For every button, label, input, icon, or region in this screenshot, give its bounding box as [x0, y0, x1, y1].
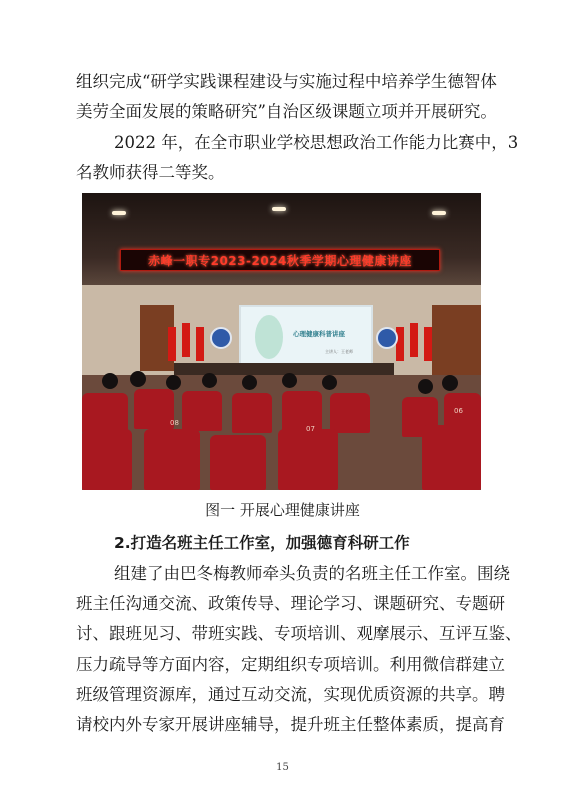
auditorium-seat: [210, 435, 266, 490]
audience-head: [102, 373, 118, 389]
audience-head: [322, 375, 337, 390]
seat-number: 06: [454, 407, 463, 415]
red-flag: [410, 323, 418, 357]
screen-subtitle: 主讲人：王老师: [325, 349, 353, 354]
audience-head: [418, 379, 433, 394]
page-number: 15: [276, 762, 289, 773]
audience-head: [242, 375, 257, 390]
body-line: 班主任沟通交流、政策传导、理论学习、课题研究、专题研: [76, 594, 505, 613]
auditorium-seat: [330, 393, 370, 433]
audience-head: [442, 375, 458, 391]
lecture-photo: [82, 193, 481, 490]
red-flag: [182, 323, 190, 357]
screen-title: 心理健康科普讲座: [293, 330, 345, 338]
figure-caption: 图一 开展心理健康讲座: [205, 501, 360, 519]
audience-head: [130, 371, 146, 387]
led-banner: [120, 249, 440, 271]
auditorium-seat: [278, 429, 338, 490]
body-line: 组织完成“研学实践课程建设与实施过程中培养学生德智体: [76, 72, 497, 91]
body-line: 班级管理资源库，通过互动交流，实现优质资源的共享。聘: [76, 685, 505, 704]
body-line: 请校内外专家开展讲座辅导，提升班主任整体素质，提高育: [76, 715, 505, 734]
head-silhouette-icon: [255, 315, 283, 359]
auditorium-seat: [232, 393, 272, 433]
red-flag: [196, 327, 204, 361]
ceiling-light: [272, 207, 286, 211]
seat-number: 08: [170, 419, 179, 427]
body-line: 名教师获得二等奖。: [76, 163, 225, 182]
auditorium-seat: [144, 429, 200, 490]
audience-head: [166, 375, 181, 390]
banner-text: 赤峰一职专2023-2024秋季学期心理健康讲座: [148, 253, 412, 268]
audience-head: [202, 373, 217, 388]
red-flag: [396, 327, 404, 361]
auditorium-seat: [282, 391, 322, 431]
school-logo-icon: [210, 327, 232, 349]
red-flag: [424, 327, 432, 361]
red-flag: [168, 327, 176, 361]
body-line: 2022 年，在全市职业学校思想政治工作能力比赛中，3: [114, 133, 519, 152]
wood-panel: [432, 305, 481, 375]
body-line: 讨、跟班见习、带班实践、专项培训、观摩展示、互评互鉴、: [76, 624, 522, 643]
school-logo-icon: [376, 327, 398, 349]
body-line: 组建了由巴冬梅教师牵头负责的名班主任工作室。围绕: [114, 564, 510, 583]
section-heading: 2.打造名班主任工作室，加强德育科研工作: [114, 534, 410, 552]
ceiling-light: [112, 211, 126, 215]
auditorium-seat: [82, 393, 128, 433]
auditorium-seat: [182, 391, 222, 431]
ceiling-light: [432, 211, 446, 215]
seat-number: 07: [306, 425, 315, 433]
auditorium-seat: [82, 429, 132, 490]
body-line: 压力疏导等方面内容，定期组织专项培训。利用微信群建立: [76, 655, 505, 674]
auditorium-seat: [422, 425, 481, 490]
body-line: 美劳全面发展的策略研究”自治区级课题立项并开展研究。: [76, 102, 497, 121]
audience-head: [282, 373, 297, 388]
auditorium-seat: [134, 389, 174, 429]
